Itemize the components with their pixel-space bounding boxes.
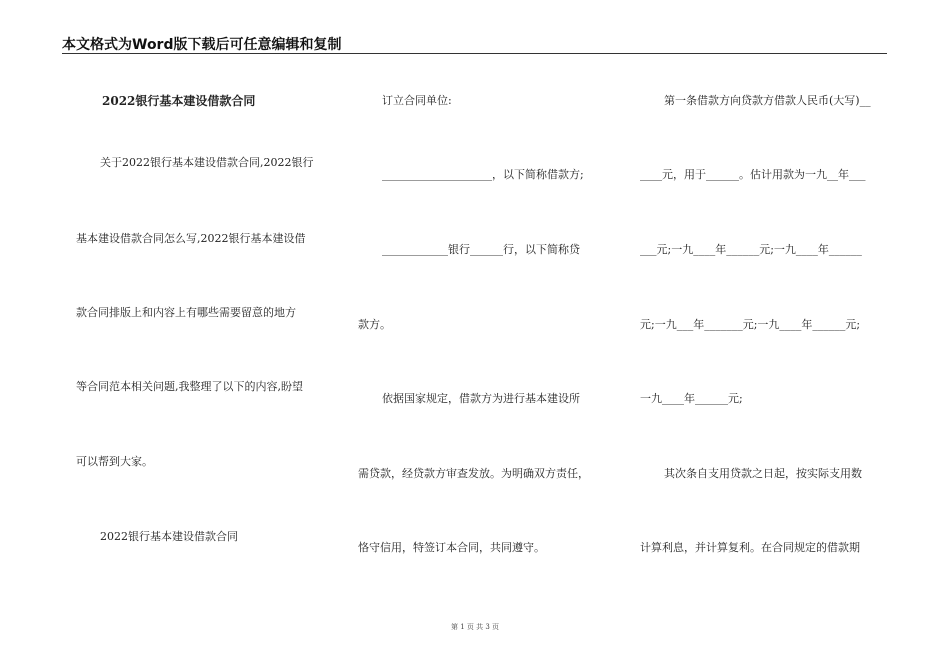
left-column (76, 0, 326, 672)
right-column (640, 0, 890, 672)
right-line-5: 一九____年______元; (640, 392, 743, 405)
right-line-1: 第一条借款方向贷款方借款人民币(大写)__ (664, 94, 871, 107)
middle-line-6: 需贷款，经贷款方审查发放。为明确双方责任， (358, 467, 589, 480)
document-header-title: 本文格式为Word版下载后可任意编辑和复制 (62, 37, 342, 53)
middle-line-2: ____________________，以下简称借款方; (382, 168, 584, 181)
middle-line-4: 款方。 (358, 318, 391, 331)
left-line-3: 款合同排版上和内容上有哪些需要留意的地方 (76, 306, 296, 319)
right-line-3: ___元;一九____年______元;一九____年______ (640, 243, 862, 256)
page-number: 第 1 页 共 3 页 (450, 623, 500, 631)
right-line-4: 元;一九___年_______元;一九____年______元; (640, 318, 861, 331)
middle-line-5: 依据国家规定，借款方为进行基本建设所 (382, 392, 580, 405)
left-line-6: 2022银行基本建设借款合同 (100, 530, 238, 543)
right-line-6: 其次条自支用贷款之日起，按实际支用数 (664, 467, 862, 480)
left-line-2: 基本建设借款合同怎么写,2022银行基本建设借 (76, 232, 306, 245)
middle-line-7: 恪守信用，特签订本合同，共同遵守。 (358, 541, 545, 554)
right-line-2: ____元，用于______。估计用款为一九__年___ (640, 168, 866, 181)
left-line-5: 可以帮到大家。 (76, 455, 153, 468)
middle-line-1: 订立合同单位: (382, 94, 452, 107)
left-line-4: 等合同范本相关问题,我整理了以下的内容,盼望 (76, 380, 303, 393)
middle-column (358, 0, 608, 672)
contract-title: 2022银行基本建设借款合同 (102, 94, 256, 108)
middle-line-3: ____________银行______行，以下简称贷 (382, 243, 580, 256)
left-line-1: 关于2022银行基本建设借款合同,2022银行 (100, 156, 314, 169)
right-line-7: 计算利息，并计算复利。在合同规定的借款期 (640, 541, 860, 554)
